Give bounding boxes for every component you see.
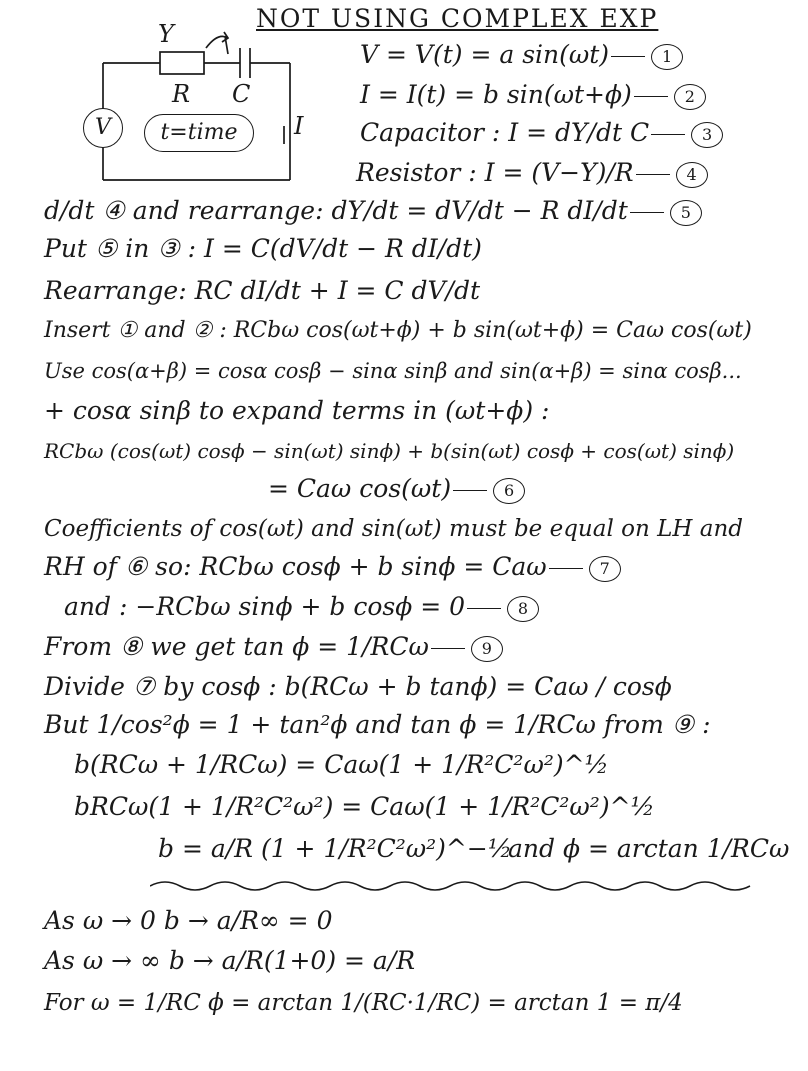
derivation-line-11: RCbω (cos(ωt) cosϕ − sin(ωt) sinϕ) + b(sin(ωt) cosϕ + cos(ωt) sinϕ) [44,439,735,463]
derivation-line-5: d/dt ④ and rearrange: dY/dt = dV/dt − R dI/dt 5 [44,196,702,226]
equation-2: I = I(t) = b sin(ωt+ϕ) 2 [360,80,706,110]
equation-4: Resistor : I = (V−Y)/R 4 [356,158,708,188]
eq-number-4: 4 [676,162,708,188]
eq-number-5: 5 [670,200,702,226]
resistor-symbol [160,52,204,74]
result-b: b = a/R (1 + 1/R²C²ω²)^−½ [158,834,513,863]
page-title: NOT USING COMPLEX EXP [256,4,659,33]
resistor-label: R [172,80,191,108]
derivation-line-18: But 1/cos²ϕ = 1 + tan²ϕ and tan ϕ = 1/RCω from ⑨ : [44,710,711,739]
result-phi: and ϕ = arctan 1/RCω [508,834,790,863]
limit-omega-zero: As ω → 0 b → a/R∞ = 0 [44,906,333,935]
capacitor-label: C [232,80,251,108]
derivation-line-19: b(RCω + 1/RCω) = Caω(1 + 1/R²C²ω²)^½ [74,750,609,779]
eq-number-2: 2 [674,84,706,110]
voltage-source: V [83,108,123,148]
derivation-line-16: From ⑧ we get tan ϕ = 1/RCω 9 [44,632,503,662]
eq-number-9: 9 [471,636,503,662]
current-label: I [294,112,304,140]
y-node-label: Y [158,20,174,48]
derivation-line-17: Divide ⑦ by cosϕ : b(RCω + b tanϕ) = Caω / cosϕ [44,672,672,701]
time-label: t=time [144,114,254,152]
derivation-line-10: + cosα sinβ to expand terms in (ωt+ϕ) : [44,396,550,425]
equation-3: Capacitor : I = dY/dt C 3 [360,118,723,148]
equation-1: V = V(t) = a sin(ωt) 1 [360,40,683,70]
derivation-line-14: RH of ⑥ so: RCbω cosϕ + b sinϕ = Caω 7 [44,552,621,582]
limit-omega-one-over-rc: For ω = 1/RC ϕ = arctan 1/(RC·1/RC) = arctan 1 = π/4 [44,990,683,1016]
derivation-line-8: Insert ① and ② : RCbω cos(ωt+ϕ) + b sin(ωt+ϕ) = Caω cos(ωt) [44,318,752,343]
wavy-separator [150,876,770,896]
eq-number-7: 7 [589,556,621,582]
derivation-line-13: Coefficients of cos(ωt) and sin(ωt) must be equal on LH and [44,516,743,542]
derivation-line-6: Put ⑤ in ③ : I = C(dV/dt − R dI/dt) [44,234,482,263]
eq-number-3: 3 [691,122,723,148]
eq-number-1: 1 [651,44,683,70]
derivation-line-7: Rearrange: RC dI/dt + I = C dV/dt [44,276,481,305]
derivation-line-20: bRCω(1 + 1/R²C²ω²) = Caω(1 + 1/R²C²ω²)^½ [74,792,655,821]
limit-omega-infinity: As ω → ∞ b → a/R(1+0) = a/R [44,946,416,975]
rc-circuit-diagram [78,22,318,192]
eq-number-6: 6 [493,478,525,504]
eq-number-8: 8 [507,596,539,622]
derivation-line-9: Use cos(α+β) = cosα cosβ − sinα sinβ and sin(α+β) = sinα cosβ... [44,359,742,383]
derivation-line-12: = Caω cos(ωt) 6 [268,474,525,504]
derivation-line-15: and : −RCbω sinϕ + b cosϕ = 0 8 [64,592,539,622]
